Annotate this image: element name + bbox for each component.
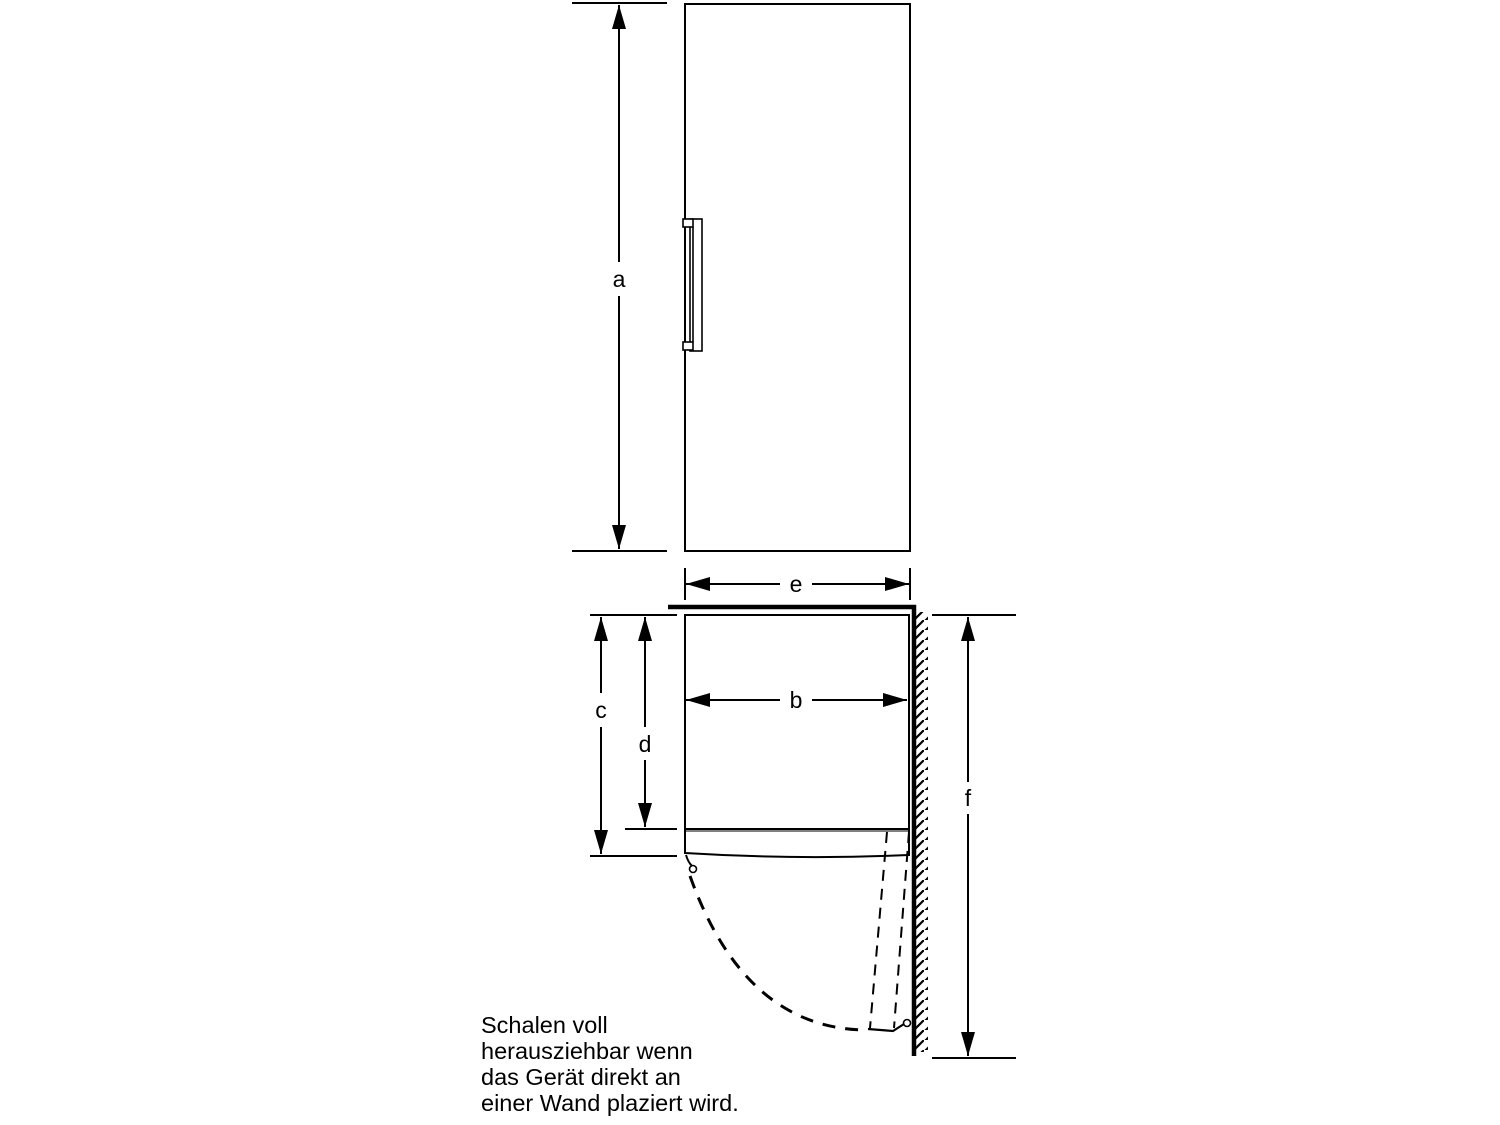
dimension-c bbox=[590, 615, 677, 856]
dimension-label-d: d bbox=[638, 731, 652, 757]
appliance-top-outline bbox=[685, 615, 909, 829]
note-line-2: herausziehbar wenn bbox=[481, 1038, 693, 1064]
dimension-e bbox=[685, 568, 910, 600]
note-line-4: einer Wand plaziert wird. bbox=[481, 1090, 739, 1116]
front-view bbox=[572, 3, 910, 551]
dimension-f bbox=[932, 615, 1016, 1058]
dimension-label-a: a bbox=[612, 266, 626, 292]
hinge-left-icon bbox=[690, 866, 697, 873]
door-open-dashed bbox=[870, 832, 909, 1028]
door-closed bbox=[685, 829, 909, 857]
top-view bbox=[590, 607, 1016, 1058]
dimension-b bbox=[686, 687, 907, 713]
appliance-front-outline bbox=[685, 4, 910, 551]
dimension-label-f: f bbox=[964, 785, 972, 811]
note-line-1: Schalen voll bbox=[481, 1012, 608, 1038]
dimension-d bbox=[625, 617, 677, 829]
wall-hatch bbox=[916, 612, 928, 1052]
dimension-label-b: b bbox=[789, 687, 803, 713]
hinge-right-icon bbox=[904, 1020, 911, 1027]
installation-note bbox=[481, 1012, 739, 1116]
dimension-label-e: e bbox=[789, 571, 803, 597]
note-line-3: das Gerät direkt an bbox=[481, 1064, 681, 1090]
dimension-label-c: c bbox=[595, 697, 607, 723]
dimension-a bbox=[572, 3, 667, 551]
door-swing-arc bbox=[690, 876, 868, 1030]
